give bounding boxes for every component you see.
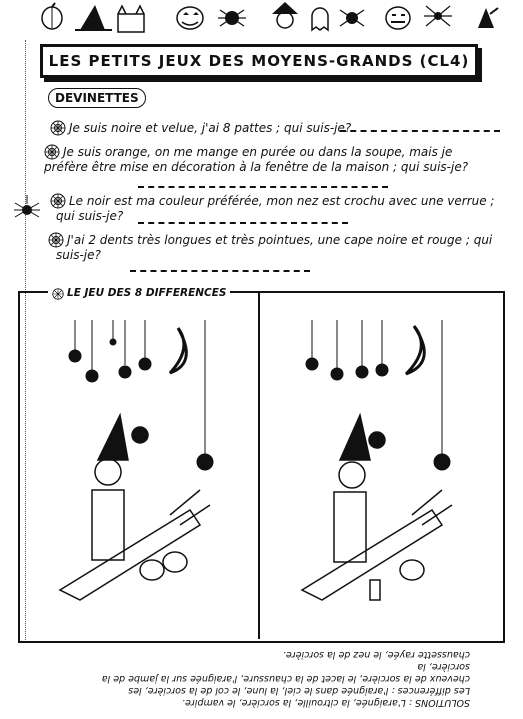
witch-icon [75,5,112,30]
picture-divider [258,293,260,639]
spiderweb-icon [50,193,66,209]
riddle-text: suis-je? [56,248,101,262]
answer-line [138,186,388,188]
hanging-spiders [69,320,213,470]
differences-heading: LE JEU DES 8 DIFFERENCES [48,287,230,300]
riddle-2 [44,144,504,175]
riddle-text: Je suis noire et velue, j'ai 8 pattes ; qui suis-je? [69,121,352,135]
spider-icon [12,195,42,225]
riddle-1 [50,120,500,136]
ghost-icon [312,8,328,30]
witch-face-icon [272,2,298,28]
solutions-line: cheveux de la sorcière, le lacet de la chaussure, l'araignée sur la jambe de la sorcière, la [101,661,470,684]
solutions-line: SOLUTIONS : L'araignée, la citrouille, la sorcière, le vampire. [182,697,470,708]
bat-icon [478,8,498,28]
spiderweb-icon [52,288,64,300]
riddle-text: préfère être mise en décoration à la fenêtre de la maison ; qui suis-je? [44,160,469,174]
solutions-line: Les différences : l'araignée dans le ciel, la lune, le col de la sorcière, les [128,685,470,696]
left-picture [20,300,256,636]
riddle-text: Le noir est ma couleur préférée, mon nez est crochu avec une verrue ; [69,194,495,208]
riddle-3 [50,193,505,224]
header-decorations [0,0,523,36]
riddles-heading: DEVINETTES [48,88,146,108]
pumpkin-face-icon [386,7,410,29]
witch [60,415,210,600]
page-title: LES PETITS JEUX DES MOYENS-GRANDS (CL4) [40,44,478,78]
spiderweb-icon [48,232,64,248]
spiderweb-icon [44,144,60,160]
answer-line [130,270,310,272]
answer-line [340,130,500,132]
riddle-text: Je suis orange, on me mange en purée ou dans la soupe, mais je [63,145,453,159]
riddle-text: qui suis-je? [56,209,124,223]
spider-icon [218,10,246,26]
spider-icon [340,10,364,26]
riddle-text: J'ai 2 dents très longues et très pointues, une cape noire et rouge ; qui [67,233,493,247]
spiderweb-icon [50,120,66,136]
pumpkin-icon [42,3,62,29]
moon-icon [406,326,424,374]
right-picture [262,300,498,636]
riddle-4 [48,232,508,263]
solutions-text [60,648,470,708]
solutions-line: chaussette rayée, le nez de la sorcière. [282,649,470,660]
moon-icon [170,328,186,373]
castle-icon [118,6,144,32]
spider-icon [424,6,452,26]
answer-line [138,222,348,224]
witch [302,415,452,600]
pumpkin-face-icon [177,7,203,29]
